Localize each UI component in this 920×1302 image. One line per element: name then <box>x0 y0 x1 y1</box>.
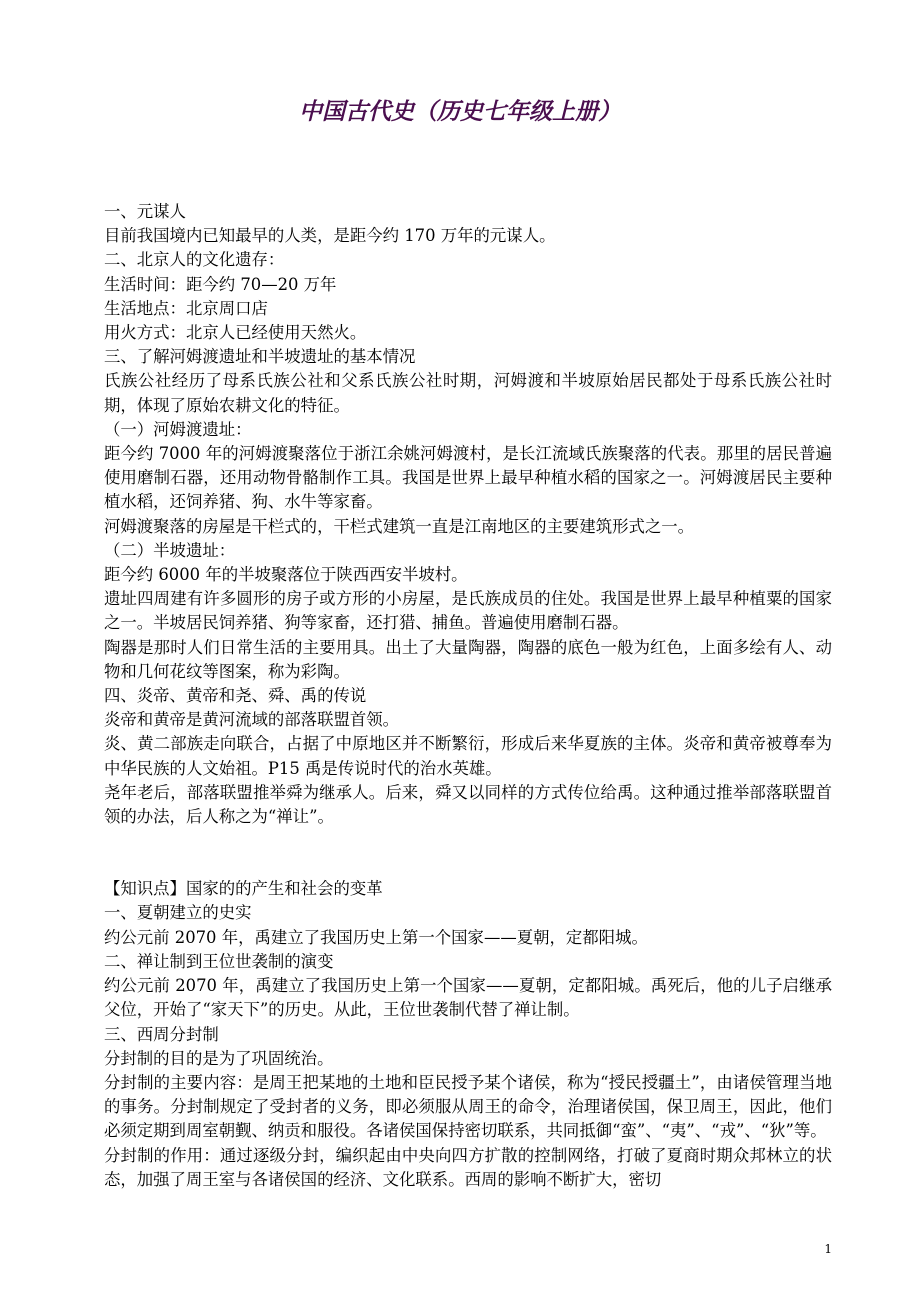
page-title: 中国古代史（历史七年级上册） <box>299 99 621 125</box>
paragraph: 距今约 7000 年的河姆渡聚落位于浙江余姚河姆渡村，是长江流域氏族聚落的代表。那里的居民普遍使用磨制石器，还用动物骨骼制作工具。我国是世界上最早种植水稻的国家之一。河姆渡居民主要种植水稻，还饲养猪、狗、水牛等家畜。 <box>104 444 832 512</box>
paragraph: 约公元前 2070 年，禹建立了我国历史上第一个国家——夏朝，定都阳城。 <box>104 927 648 947</box>
page-number: 1 <box>824 1242 832 1256</box>
paragraph: 用火方式：北京人已经使用天然火。 <box>104 323 367 343</box>
section-heading: 三、西周分封制 <box>104 1024 219 1044</box>
subsection-heading: （二）半坡遗址： <box>104 540 236 560</box>
paragraph: 生活地点：北京周口店 <box>104 298 268 318</box>
paragraph: 分封制的目的是为了巩固统治。 <box>104 1048 334 1068</box>
paragraph: 距今约 6000 年的半坡聚落位于陕西西安半坡村。 <box>104 565 468 585</box>
section-heading: 二、北京人的文化遗存： <box>104 250 285 270</box>
paragraph: 分封制的作用：通过逐级分封，编织起由中央向四方扩散的控制网络，打破了夏商时期众邦林立的状态，加强了周王室与各诸侯国的经济、文化联系。西周的影响不断扩大，密切 <box>104 1145 832 1189</box>
paragraph: 目前我国境内已知最早的人类，是距今约 170 万年的元谋人。 <box>104 226 556 246</box>
paragraph: 炎帝和黄帝是黄河流域的部落联盟首领。 <box>104 710 400 730</box>
paragraph: 尧年老后，部落联盟推举舜为继承人。后来，舜又以同样的方式传位给禹。这种通过推举部落联盟首领的办法，后人称之为“禅让”。 <box>104 782 832 827</box>
section-heading: 二、禅让制到王位世袭制的演变 <box>104 951 334 971</box>
paragraph: 陶器是那时人们日常生活的主要用具。出土了大量陶器，陶器的底色一般为红色，上面多绘有人、动物和几何花纹等图案，称为彩陶。 <box>104 637 832 681</box>
paragraph: 生活时间：距今约 70—20 万年 <box>104 274 337 294</box>
paragraph: 遗址四周建有许多圆形的房子或方形的小房屋，是氏族成员的住处。我国是世界上最早种植粟的国家之一。半坡居民饲养猪、狗等家畜，还打猎、捕鱼。普遍使用磨制石器。 <box>104 589 832 633</box>
section-heading: 四、炎帝、黄帝和尧、舜、禹的传说 <box>104 686 367 706</box>
paragraph: 河姆渡聚落的房屋是干栏式的，干栏式建筑一直是江南地区的主要建筑形式之一。 <box>104 516 695 536</box>
section-heading: 一、夏朝建立的史实 <box>104 903 252 923</box>
section-heading: 一、元谋人 <box>104 202 186 221</box>
subsection-heading: （一）河姆渡遗址： <box>104 419 252 439</box>
section-heading: 三、了解河姆渡遗址和半坡遗址的基本情况 <box>104 347 416 367</box>
paragraph: 分封制的主要内容：是周王把某地的土地和臣民授予某个诸侯，称为“授民授疆土”，由诸侯管理当地的事务。分封制规定了受封者的义务，即必须服从周王的命令，治理诸侯国，保卫周王，因此，他们必须定期到周室朝觐、纳贡和服役。各诸侯国保持密切联系，共同抵御“蛮”、“夷”、“戎”、“狄”等。 <box>104 1072 832 1141</box>
document-body <box>104 200 832 1192</box>
paragraph: 炎、黄二部族走向联合，占据了中原地区并不断繁衍，形成后来华夏族的主体。炎帝和黄帝被尊奉为中华民族的人文始祖。P15 禹是传说时代的治水英雄。 <box>104 734 832 778</box>
paragraph: 氏族公社经历了母系氏族公社和父系氏族公社时期，河姆渡和半坡原始居民都处于母系氏族公社时期，体现了原始农耕文化的特征。 <box>104 371 832 415</box>
paragraph: 约公元前 2070 年，禹建立了我国历史上第一个国家——夏朝，定都阳城。禹死后，他的儿子启继承父位，开始了“家天下”的历史。从此，王位世袭制代替了禅让制。 <box>104 976 832 1020</box>
knowledge-point-heading: 【知识点】国家的的产生和社会的变革 <box>104 879 383 899</box>
section-spacer <box>104 829 832 877</box>
